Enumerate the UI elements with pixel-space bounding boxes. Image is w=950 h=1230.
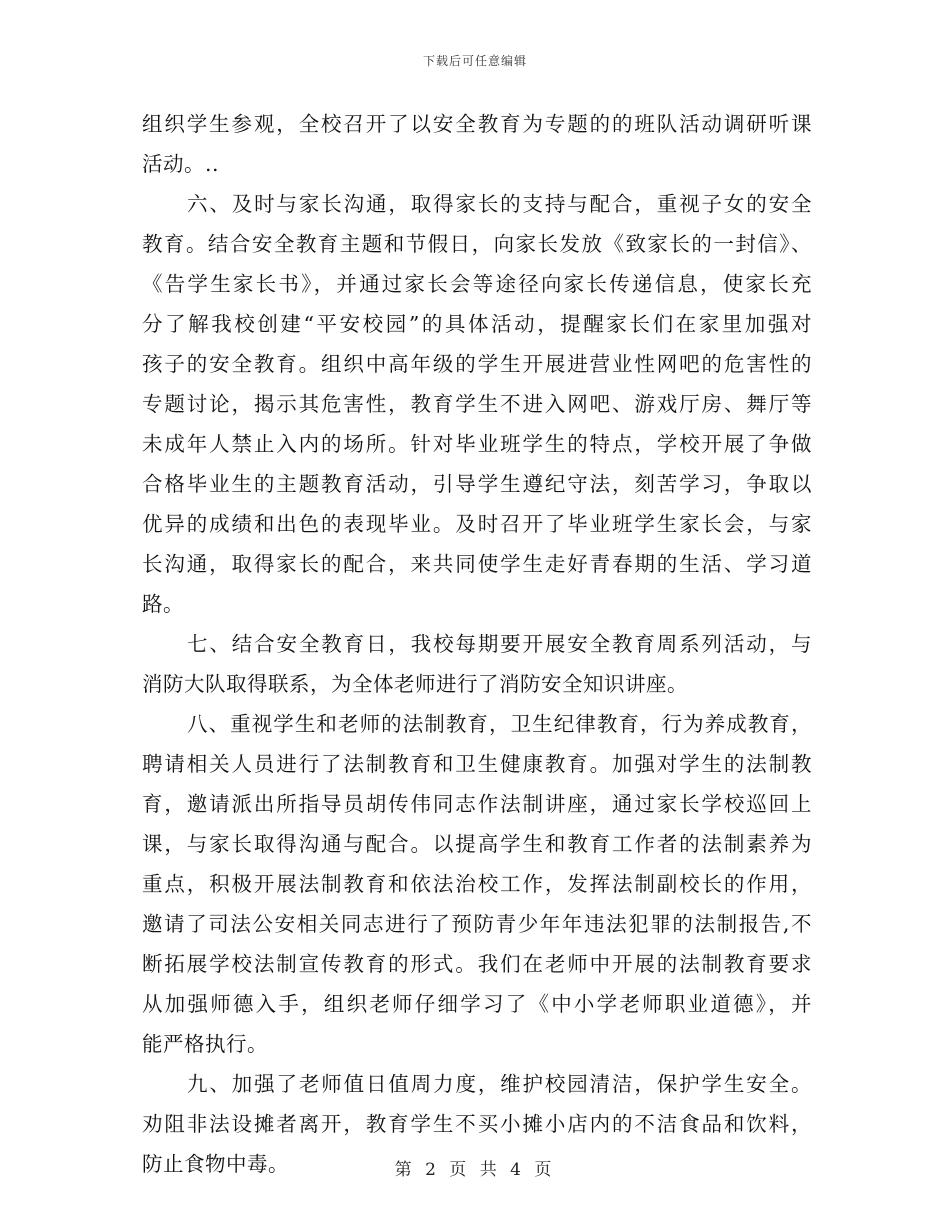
- page-header: 下载后可任意编辑: [422, 54, 527, 68]
- text-line: 防止食物中毒。: [142, 1152, 289, 1176]
- text-line: 组织学生参观，全校召开了以安全教育为专题的的班队活动调研听课: [142, 112, 812, 136]
- text-line: 路。: [142, 592, 184, 616]
- document-body: [142, 104, 812, 1184]
- text-line: 育，邀请派出所指导员胡传伟同志作法制讲座，通过家长学校巡回上: [142, 792, 812, 816]
- page-number-footer: 第 2 页 共 4 页: [394, 1160, 556, 1180]
- text-line: 《告学生家长书》，并通过家长会等途径向家长传递信息，使家长充: [142, 272, 812, 296]
- text-line: 活动。..: [142, 152, 220, 176]
- text-line: 能严格执行。: [142, 1032, 268, 1056]
- text-line: 课，与家长取得沟通与配合。以提高学生和教育工作者的法制素养为: [142, 832, 812, 856]
- text-line: 优异的成绩和出色的表现毕业。及时召开了毕业班学生家长会，与家: [142, 512, 812, 536]
- text-line: 未成年人禁止入内的场所。针对毕业班学生的特点，学校开展了争做: [142, 432, 812, 456]
- paragraph-seven-start: 七、结合安全教育日，我校每期要开展安全教育周系列活动，与: [187, 632, 812, 656]
- text-line: 从加强师德入手，组织老师仔细学习了《中小学老师职业道德》，并: [142, 992, 812, 1016]
- text-line: 孩子的安全教育。组织中高年级的学生开展进营业性网吧的危害性的: [142, 352, 812, 376]
- text-line: 教育。结合安全教育主题和节假日，向家长发放《致家长的一封信》、: [142, 232, 812, 256]
- paragraph-nine-start: 九、加强了老师值日值周力度，维护校园清洁，保护学生安全。: [187, 1072, 812, 1096]
- text-line: 劝阻非法设摊者离开，教育学生不买小摊小店内的不洁食品和饮料，: [142, 1112, 812, 1136]
- paragraph-six-start: 六、及时与家长沟通，取得家长的支持与配合，重视子女的安全: [187, 192, 812, 216]
- text-line: 专题讨论，揭示其危害性，教育学生不进入网吧、游戏厅房、舞厅等: [142, 392, 812, 416]
- text-line: 分了解我校创建“平安校园”的具体活动，提醒家长们在家里加强对: [142, 312, 812, 336]
- text-line: 重点，积极开展法制教育和依法治校工作，发挥法制副校长的作用，: [142, 872, 812, 896]
- text-line: 消防大队取得联系，为全体老师进行了消防安全知识讲座。: [142, 672, 688, 696]
- text-line: 聘请相关人员进行了法制教育和卫生健康教育。加强对学生的法制教: [142, 752, 812, 776]
- paragraph-eight-start: 八、重视学生和老师的法制教育，卫生纪律教育，行为养成教育，: [187, 712, 812, 736]
- text-line: 合格毕业生的主题教育活动，引导学生遵纪守法，刻苦学习，争取以: [142, 472, 812, 496]
- text-line: 断拓展学校法制宣传教育的形式。我们在老师中开展的法制教育要求: [142, 952, 812, 976]
- text-line: 长沟通，取得家长的配合，来共同使学生走好青春期的生活、学习道: [142, 552, 812, 576]
- text-line: 邀请了司法公安相关同志进行了预防青少年年违法犯罪的法制报告,不: [142, 912, 812, 936]
